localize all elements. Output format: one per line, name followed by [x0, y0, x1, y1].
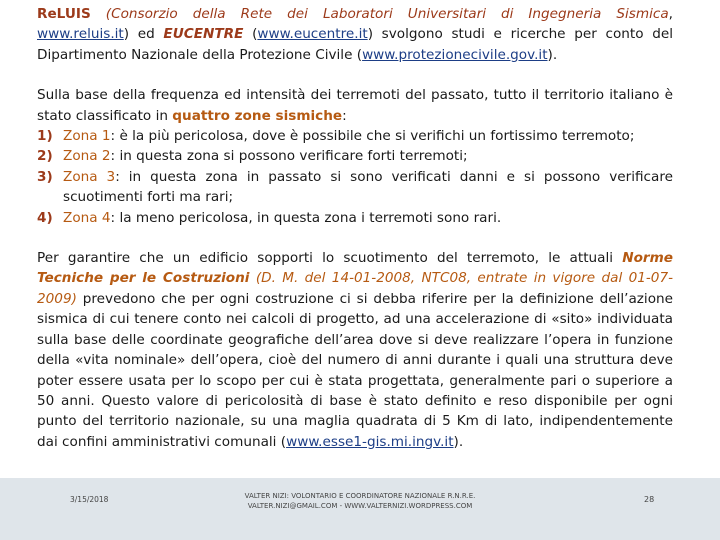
list-item	[37, 146, 673, 166]
zone-number: 4)	[37, 209, 53, 226]
footer-bar	[0, 478, 720, 540]
comma: ,	[668, 6, 673, 22]
zone-number: 2)	[37, 148, 53, 165]
zone-number: 3)	[37, 168, 53, 185]
zone-text: : è la più pericolosa, dove è possibile che si verifichi un fortissimo terremoto;	[110, 128, 635, 145]
slide-content	[37, 4, 673, 452]
paragraph-classification	[37, 85, 673, 126]
open-paren: (	[243, 26, 258, 43]
p3-body: prevedono che per ogni costruzione ci si debba riferire per la definizione dell’azione sismica di cui tenere conto nei calcoli di progetto, ad una accelerazione di «sito» individuata sulla base delle coordinate geografiche dell’area dove si deve realizzare l’opera in funzione della «vita nominale» dell’opera, cioè del numero di anni durante i quali una struttura deve poter essere usata per lo scopo per cui è stata progettata, generalmente pari o superiore a 50 anni. Questo valore di pericolosità di base è stato definito e reso disponibile per ogni punto del territorio nazionale, su una maglia quadrata di 5 Km di lato, indipendentemente dai confini amministrativi comunali (	[37, 290, 673, 450]
paragraph-norms	[37, 248, 673, 452]
eucentre-name: EUCENTRE	[163, 26, 244, 43]
p2-colon: :	[342, 107, 347, 124]
page-number: 28	[644, 495, 655, 504]
zone-description	[63, 208, 673, 228]
zone-text: : la meno pericolosa, in questa zona i terremoti sono rari.	[110, 209, 502, 226]
p1-end: ).	[547, 46, 558, 63]
footer-date: 3/15/2018	[70, 495, 109, 504]
paragraph-organizations	[37, 4, 673, 65]
footer-credits	[200, 491, 520, 511]
norme-reference: (D. M. del 14-01-2008, NTC08, entrate in vigore dal 01-07-2009)	[37, 270, 674, 307]
zone-number: 1)	[37, 128, 53, 145]
eucentre-link[interactable]: www.eucentre.it	[257, 26, 368, 43]
zone-text: : in questa zona in passato si sono verificati danni e si possono verificare scuotimenti forti ma rari;	[63, 168, 674, 206]
ed-text: ) ed	[123, 26, 164, 43]
list-item	[37, 167, 673, 208]
zones-highlight: quattro zone sismiche	[172, 107, 343, 124]
list-item	[37, 208, 673, 228]
zone-label: Zona 2	[63, 148, 111, 165]
reluis-link[interactable]: www.reluis.it	[37, 26, 124, 43]
p1-rest: ) svolgono studi e ricerche per conto del Dipartimento Nazionale della Protezione Civile (	[37, 26, 673, 63]
zone-text: : in questa zona si possono verificare forti terremoti;	[110, 148, 468, 165]
footer-author: VALTER NIZI: VOLONTARIO E COORDINATORE NAZIONALE R.N.R.E.	[244, 492, 476, 500]
p3-intro: Per garantire che un edificio sopporti lo scuotimento del terremoto, le attuali	[37, 250, 623, 267]
zone-description	[63, 167, 673, 208]
list-item	[37, 126, 673, 146]
norme-tecniche-title: Norme Tecniche per le Costruzioni	[37, 250, 673, 287]
footer-contact: VALTER.NIZI@GMAIL.COM - WWW.VALTERNIZI.WORDPRESS.COM	[247, 502, 473, 510]
ingv-link[interactable]: www.esse1-gis.mi.ingv.it	[286, 433, 454, 450]
zone-description	[63, 146, 673, 166]
zone-label: Zona 1	[63, 128, 111, 145]
protezione-civile-link[interactable]: www.protezionecivile.gov.it	[362, 46, 548, 63]
reluis-name: ReLUIS	[37, 6, 91, 22]
zone-label: Zona 4	[63, 209, 111, 226]
zones-list	[37, 126, 673, 228]
p3-end: ).	[453, 433, 464, 450]
p2-intro: Sulla base della frequenza ed intensità dei terremoti del passato, tutto il territorio italiano è stato classificato in	[37, 87, 673, 124]
reluis-full-name: (Consorzio della Rete dei Laboratori Universitari di Ingegneria Sismica	[105, 6, 669, 22]
zone-label: Zona 3	[63, 168, 116, 185]
zone-description	[63, 126, 673, 146]
